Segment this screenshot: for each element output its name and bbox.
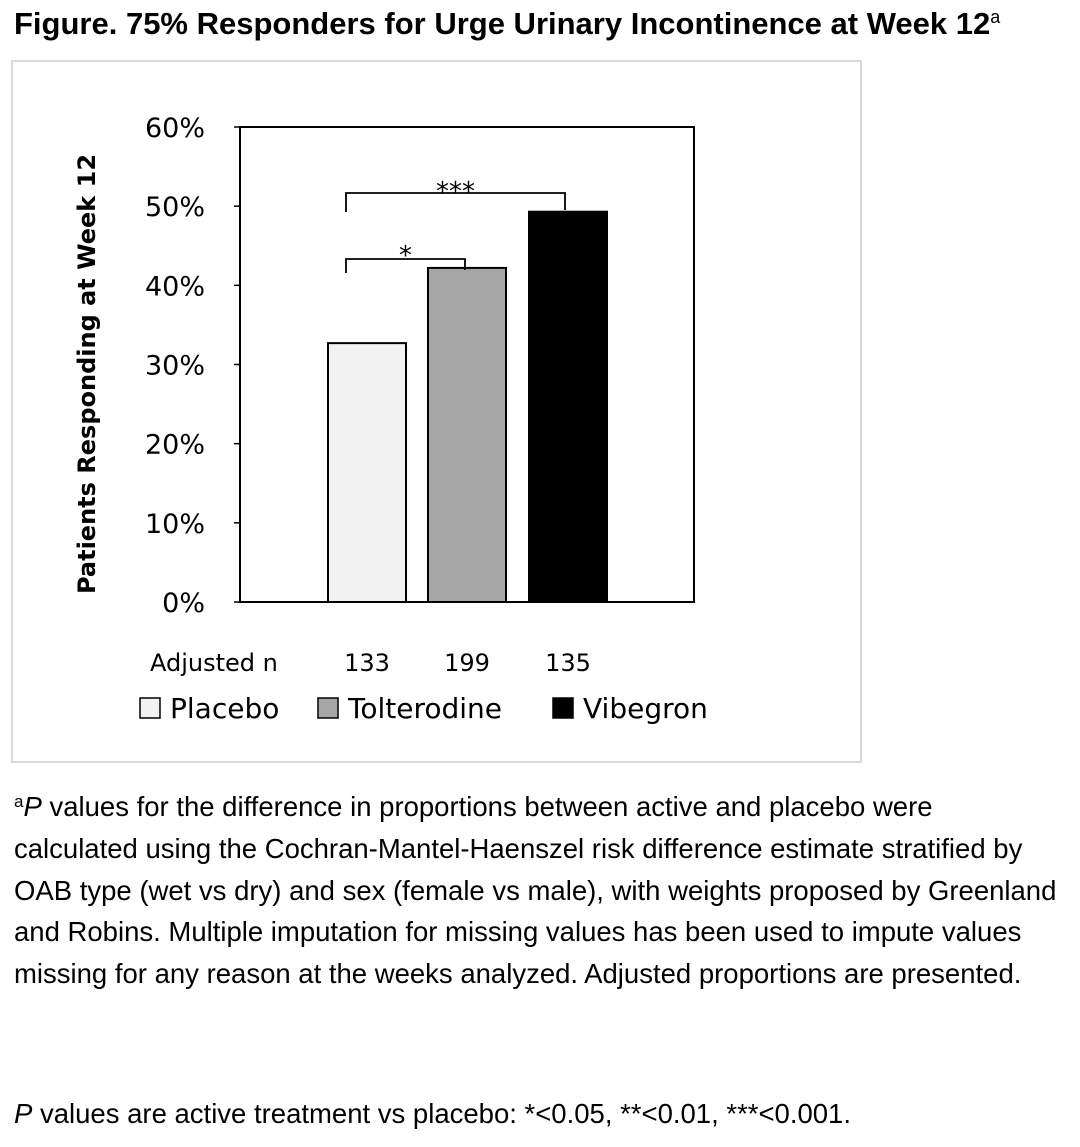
legend-label: Tolterodine	[348, 692, 503, 725]
legend-item-vibegron	[553, 692, 708, 725]
bar-placebo	[328, 343, 406, 602]
p-value-note	[14, 1094, 1064, 1134]
legend-swatch	[140, 698, 160, 718]
legend-swatch	[553, 698, 573, 718]
p-value-note-text: values are active treatment vs placebo: *<0.05, **<0.01, ***<0.001.	[32, 1098, 851, 1129]
legend	[140, 692, 708, 725]
significance-label: ***	[436, 177, 475, 207]
y-tick-label: 60%	[144, 113, 205, 144]
y-tick-label: 20%	[144, 429, 205, 461]
y-tick-label: 50%	[144, 192, 205, 224]
footnote-italic-p: P	[23, 791, 42, 822]
legend-item-placebo	[140, 692, 279, 725]
figure-title-superscript: a	[990, 7, 1001, 27]
y-tick-label: 10%	[144, 508, 205, 540]
y-tick-label: 0%	[162, 588, 205, 619]
legend-label: Vibegron	[583, 692, 708, 725]
legend-label: Placebo	[170, 692, 280, 725]
bar-vibegron	[529, 212, 607, 602]
y-axis-label: Patients Responding at Week 12	[73, 153, 101, 595]
legend-item-tolterodine	[318, 692, 502, 725]
footnote-text: values for the difference in proportions between active and placebo were calculated using the Cochran-Mantel-Haenszel risk difference estimate stratified by OAB type (wet vs dry) and sex (female vs male), with weights proposed by Greenland and Robins. Multiple imputation for missing values has been used to impute values missing for any reason at the weeks analyzed. Adjusted proportions are presented.	[14, 791, 1057, 990]
adjusted-n-placebo: 133	[344, 649, 390, 677]
y-tick-label: 40%	[144, 271, 205, 303]
footnote	[14, 786, 1064, 995]
bar-tolterodine	[428, 268, 506, 602]
figure-title-text: Figure. 75% Responders for Urge Urinary Incontinence at Week 12	[14, 6, 991, 41]
adjusted-n-label: Adjusted n	[150, 649, 278, 677]
y-tick-label: 30%	[144, 350, 205, 382]
footnote-superscript: a	[14, 792, 24, 811]
legend-swatch	[318, 698, 338, 718]
significance-label: *	[399, 241, 412, 271]
adjusted-n-vibegron: 135	[545, 649, 591, 677]
adjusted-n-row	[150, 649, 591, 677]
y-axis-ticks	[145, 113, 240, 619]
adjusted-n-tolterodine: 199	[444, 649, 490, 677]
p-value-note-italic-p: P	[14, 1098, 33, 1129]
